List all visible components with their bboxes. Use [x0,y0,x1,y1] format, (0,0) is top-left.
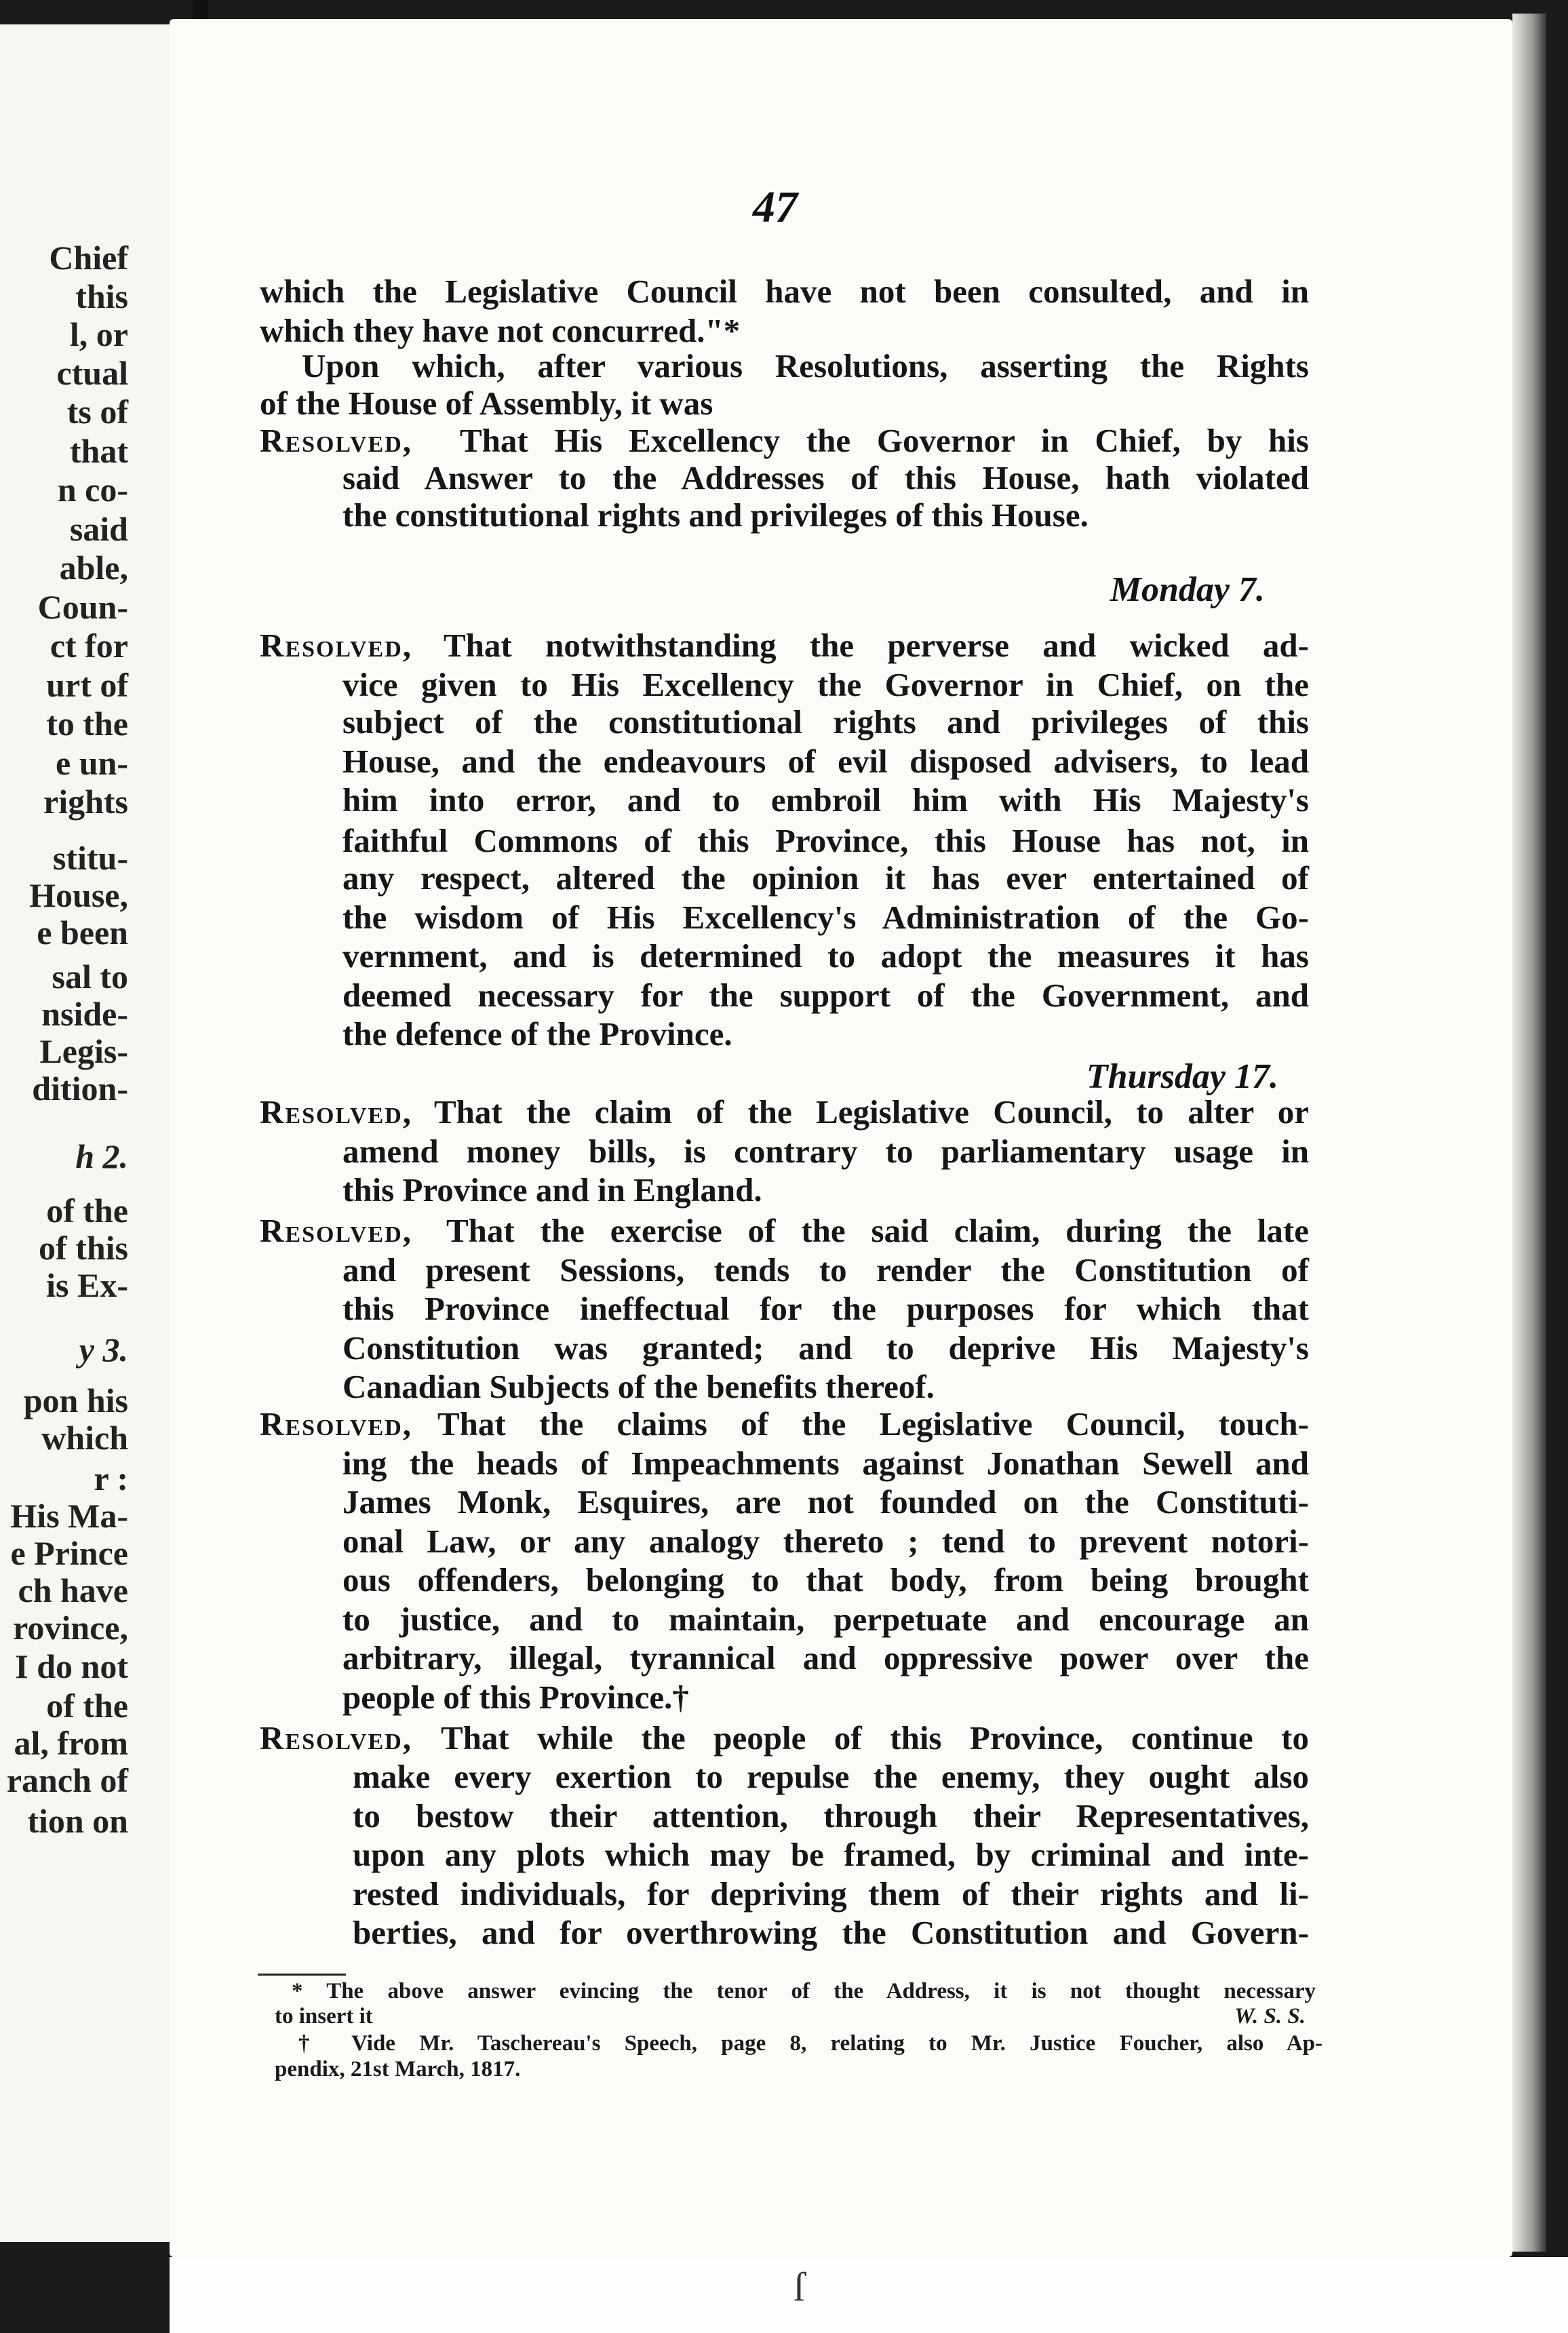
footnote-signature: W. S. S. [1234,2004,1306,2028]
facing-page-fragment: pon his [23,1381,128,1419]
resolution-line: onal Law, or any analogy thereto ; tend to prevent notori- [342,1523,1309,1560]
resolution-line: the constitutional rights and privileges of this House. [342,496,1089,534]
facing-page-fragment: e un- [56,744,128,782]
resolved-heading: Resolved, [260,627,413,664]
quote-line: which the Legislative Council have not been consulted, and in [260,273,1309,310]
resolution-line: ous offenders, belonging to that body, from being brought [342,1561,1309,1599]
date-heading: Thursday 17. [1086,1057,1278,1096]
resolution-line: James Monk, Esquires, are not founded on the Constituti- [342,1483,1309,1521]
facing-page-fragment: r : [94,1459,128,1497]
facing-page-fragment: is Ex- [46,1266,128,1304]
footnote-line: † Vide Mr. Taschereau's Speech, page 8, relating to Mr. Justice Foucher, also Ap- [298,2031,1322,2056]
facing-page-fragment: which [41,1419,128,1457]
resolution-line: to bestow their attention, through their Representatives, [353,1797,1309,1835]
resolution-line: That notwithstanding the perverse and wicked ad- [444,627,1309,664]
resolution-line: any respect, altered the opinion it has ever entertained of [342,859,1309,897]
resolution-line: That the exercise of the said claim, during the late [446,1212,1309,1249]
facing-page-fragment: Chief [49,239,128,277]
facing-page-fragment: h 2. [75,1137,128,1175]
facing-page-fragment: House, [29,876,128,914]
stray-mark: ſ [793,2265,805,2309]
resolution-line: make every exertion to repulse the enemy, they ought also [353,1758,1309,1795]
resolution-line: ing the heads of Impeachments against Jonathan Sewell and [342,1445,1309,1482]
resolution-line: deemed necessary for the support of the Government, and [342,977,1309,1014]
resolved-heading: Resolved, [260,1212,413,1249]
facing-page-fragment: to the [46,705,128,743]
facing-page [0,24,193,2242]
resolution-line: Constitution was granted; and to deprive His Majesty's [342,1329,1309,1367]
facing-page-fragment: al, from [14,1724,128,1762]
facing-page-fragment: ctual [56,354,128,392]
footnote-rule [258,1974,346,1976]
facing-page-fragment: able, [59,549,128,587]
facing-page-fragment: sal to [52,958,128,996]
resolution-line: the wisdom of His Excellency's Administration of the Go- [342,899,1309,936]
resolution-line: That His Excellency the Governor in Chief, by his [460,422,1309,459]
resolved-heading: Resolved, [260,1405,413,1443]
facing-page-fragment: of this [39,1229,128,1267]
facing-page-fragment: y 3. [79,1331,128,1369]
quote-line: which they have not concurred."* [260,312,741,349]
resolution-line: him into error, and to embroil him with His Majesty's [342,781,1309,819]
resolution-line: faithful Commons of this Province, this House has not, in [342,822,1309,859]
resolution-line: That the claims of the Legislative Council, touch- [437,1405,1309,1443]
facing-page-fragment: rovince, [13,1609,128,1647]
body-line: of the House of Assembly, it was [260,385,713,422]
resolution-line: this Province ineffectual for the purposes for which that [342,1290,1309,1327]
facing-page-fragment: n co- [57,471,128,509]
footnote-line: pendix, 21st March, 1817. [275,2057,521,2081]
resolution-line: vice given to His Excellency the Governor in Chief, on the [342,666,1309,703]
body-line: Upon which, after various Resolutions, asserting the Rights [302,347,1309,385]
facing-page-fragment: Legis- [39,1032,128,1070]
facing-page-fragment: tion on [27,1802,128,1840]
resolution-line: berties, and for overthrowing the Constitution and Govern- [353,1914,1309,1951]
facing-page-fragment: this [75,277,128,315]
facing-page-fragment: dition- [32,1070,128,1107]
footnote-line: to insert it [275,2004,373,2028]
facing-page-fragment: e been [37,914,128,952]
resolution-line: and present Sessions, tends to render the Constitution of [342,1251,1309,1289]
facing-page-fragment: ranch of [6,1761,128,1799]
resolution-line: to justice, and to maintain, perpetuate and encourage an [342,1601,1309,1638]
resolution-line: That while the people of this Province, continue to [441,1719,1309,1757]
resolution-line: Canadian Subjects of the benefits thereof. [342,1368,935,1405]
resolved-heading: Resolved, [260,422,413,459]
resolution-line: the defence of the Province. [342,1015,732,1053]
resolution-line: rested individuals, for depriving them of their rights and li- [353,1875,1309,1913]
resolution-line: arbitrary, illegal, tyrannical and oppressive power over the [342,1639,1309,1677]
resolution-line: amend money bills, is contrary to parliamentary usage in [342,1133,1309,1170]
resolved-heading: Resolved, [260,1093,413,1131]
resolution-line: House, and the endeavours of evil disposed advisers, to lead [342,743,1309,780]
facing-page-fragment: e Prince [10,1534,128,1572]
resolution-line: said Answer to the Addresses of this House, hath violated [342,459,1309,496]
scan-bottom-margin [170,2257,1568,2333]
resolved-heading: Resolved, [260,1719,413,1757]
resolution-line: this Province and in England. [342,1171,762,1209]
resolution-line: upon any plots which may be framed, by criminal and inte- [353,1836,1309,1873]
facing-page-fragment: urt of [46,666,128,704]
facing-page-fragment: that [69,432,128,470]
facing-page-fragment: of the [46,1192,128,1230]
facing-page-fragment: ct for [50,627,128,665]
facing-page-fragment: of the [46,1687,128,1725]
facing-page-fragment: nside- [41,995,128,1033]
facing-page-fragment: Coun- [37,588,128,626]
resolution-line: subject of the constitutional rights and privileges of this [342,703,1309,741]
facing-page-fragment: His Ma- [10,1497,128,1535]
facing-page-fragment: stitu- [52,839,128,877]
page-number: 47 [753,182,798,232]
footnote-line: * The above answer evincing the tenor of the Address, it is not thought necessary [292,1979,1316,2003]
facing-page-fragment: l, or [69,315,128,353]
resolution-line: That the claim of the Legislative Council, to alter or [434,1093,1309,1131]
resolution-line: people of this Province.† [342,1679,689,1716]
facing-page-fragment: I do not [15,1647,128,1685]
date-heading: Monday 7. [1110,570,1265,609]
facing-page-fragment: rights [43,783,128,821]
resolution-line: vernment, and is determined to adopt the measures it has [342,937,1309,975]
facing-page-fragment: said [69,510,128,548]
facing-page-fragment: ch have [18,1571,128,1609]
page-edge [1512,14,1546,2252]
facing-page-fragment: ts of [66,393,128,431]
